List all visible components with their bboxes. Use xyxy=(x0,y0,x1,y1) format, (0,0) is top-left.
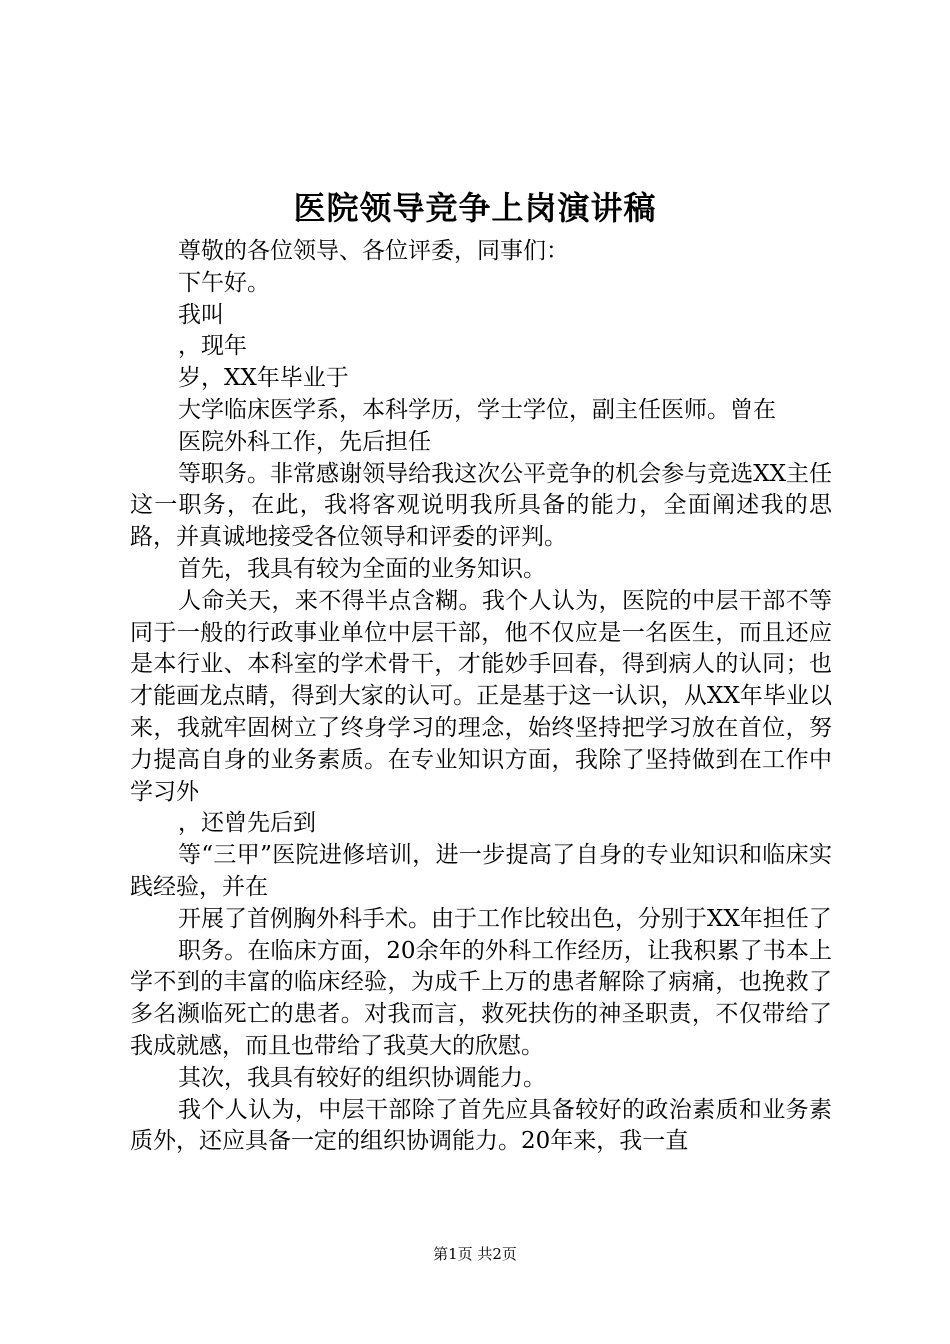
paragraph: ，现年 xyxy=(178,333,247,360)
paragraph: 医院外科工作，先后担任 xyxy=(178,428,431,455)
paragraph: ，还曾先后到 xyxy=(178,810,316,837)
page-footer: 第1页 共2页 xyxy=(433,1245,517,1263)
paragraph-greeting: 下午好。 xyxy=(178,269,270,296)
paragraph: 我个人认为，中层干部除了首先应具备较好的政治素质和业务素质外，还应具备一定的组织协调能力。20年来，我一直 xyxy=(130,1096,832,1155)
paragraph-heading-first: 首先，我具有较为全面的业务知识。 xyxy=(178,555,546,582)
paragraph: 人命关天，来不得半点含糊。我个人认为，医院的中层干部不等同于一般的行政事业单位中层干部，他不仅应是一名医生，而且还应是本行业、本科室的学术骨干，才能妙手回春，得到病人的认同；也才能画龙点睛，得到大家的认可。正是基于这一认识，从XX年毕业以来，我就牢固树立了终身学习的理念，始终坚持把学习放在首位，努力提高自身的业务素质。在专业知识方面，我除了坚持做到在工作中学习外 xyxy=(130,587,832,805)
paragraph: 开展了首例胸外科手术。由于工作比较出色，分别于XX年担任了 xyxy=(178,905,832,932)
paragraph: 等职务。非常感谢领导给我这次公平竞争的机会参与竞选XX主任这一职务，在此，我将客观说明我所具备的能力，全面阐述我的思路，并真诚地接受各位领导和评委的评判。 xyxy=(130,460,832,551)
paragraph: 我叫 xyxy=(178,301,224,328)
paragraph-salutation: 尊敬的各位领导、各位评委，同事们： xyxy=(178,238,569,264)
paragraph: 等“三甲”医院进修培训，进一步提高了自身的专业知识和临床实践经验，并在 xyxy=(130,842,832,900)
document-title: 医院领导竞争上岗演讲稿 xyxy=(293,189,657,227)
paragraph-heading-second: 其次，我具有较好的组织协调能力。 xyxy=(178,1064,546,1091)
paragraph: 大学临床医学系，本科学历，学士学位，副主任医师。曾在 xyxy=(178,396,776,423)
document-body xyxy=(130,236,832,1158)
paragraph: 职务。在临床方面，20余年的外科工作经历，让我积累了书本上学不到的丰富的临床经验，为成千上万的患者解除了病痛，也挽救了多名濒临死亡的患者。对我而言，救死扶伤的神圣职责，不仅带给了我成就感，而且也带给了我莫大的欣慰。 xyxy=(130,937,832,1059)
paragraph: 岁，XX年毕业于 xyxy=(178,365,349,392)
